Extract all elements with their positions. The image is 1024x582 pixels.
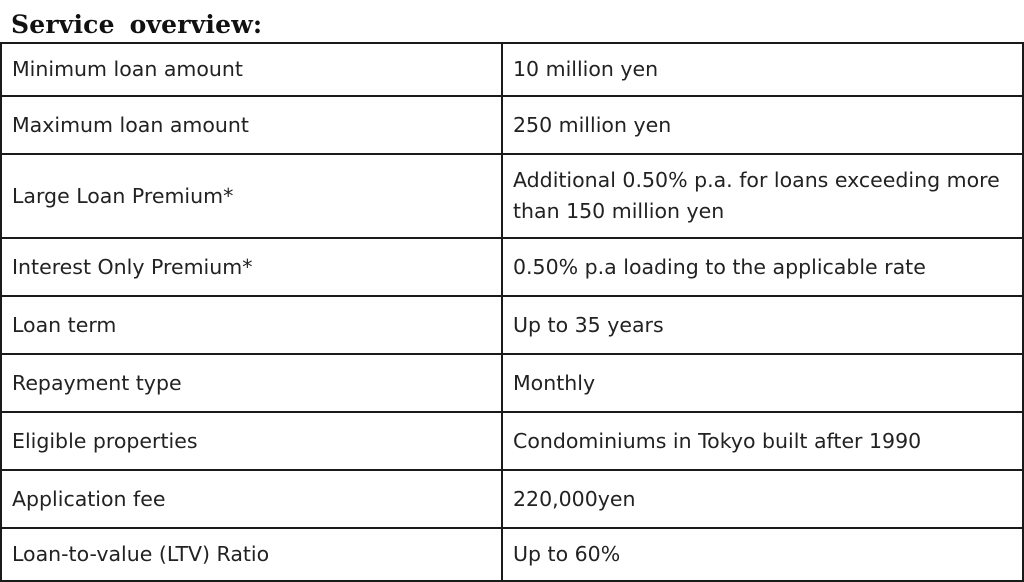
row-label: Minimum loan amount <box>1 43 502 96</box>
table-row-application-fee <box>1 470 1023 528</box>
row-label: Loan-to-value (LTV) Ratio <box>1 528 502 581</box>
row-value: Up to 60% <box>502 528 1023 581</box>
service-overview-table <box>0 42 1024 582</box>
table-row-eligible-properties <box>1 412 1023 470</box>
table-row-minimum-loan <box>1 43 1023 96</box>
row-value: 250 million yen <box>502 96 1023 154</box>
row-value: 220,000yen <box>502 470 1023 528</box>
row-value: 0.50% p.a loading to the applicable rate <box>502 238 1023 296</box>
table-row-loan-term <box>1 296 1023 354</box>
table-row-ltv-ratio <box>1 528 1023 581</box>
row-value: 10 million yen <box>502 43 1023 96</box>
row-label: Repayment type <box>1 354 502 412</box>
page-title: Service overview: <box>11 10 263 39</box>
row-label: Large Loan Premium* <box>1 154 502 238</box>
table-row-large-loan-premium <box>1 154 1023 238</box>
row-value: Monthly <box>502 354 1023 412</box>
row-value: Condominiums in Tokyo built after 1990 <box>502 412 1023 470</box>
row-label: Loan term <box>1 296 502 354</box>
row-value: Additional 0.50% p.a. for loans exceeding more than 150 million yen <box>502 154 1023 238</box>
row-label: Application fee <box>1 470 502 528</box>
row-value: Up to 35 years <box>502 296 1023 354</box>
table-row-repayment-type <box>1 354 1023 412</box>
row-label: Interest Only Premium* <box>1 238 502 296</box>
row-label: Eligible properties <box>1 412 502 470</box>
row-label: Maximum loan amount <box>1 96 502 154</box>
table-row-interest-only-premium <box>1 238 1023 296</box>
table-row-maximum-loan <box>1 96 1023 154</box>
